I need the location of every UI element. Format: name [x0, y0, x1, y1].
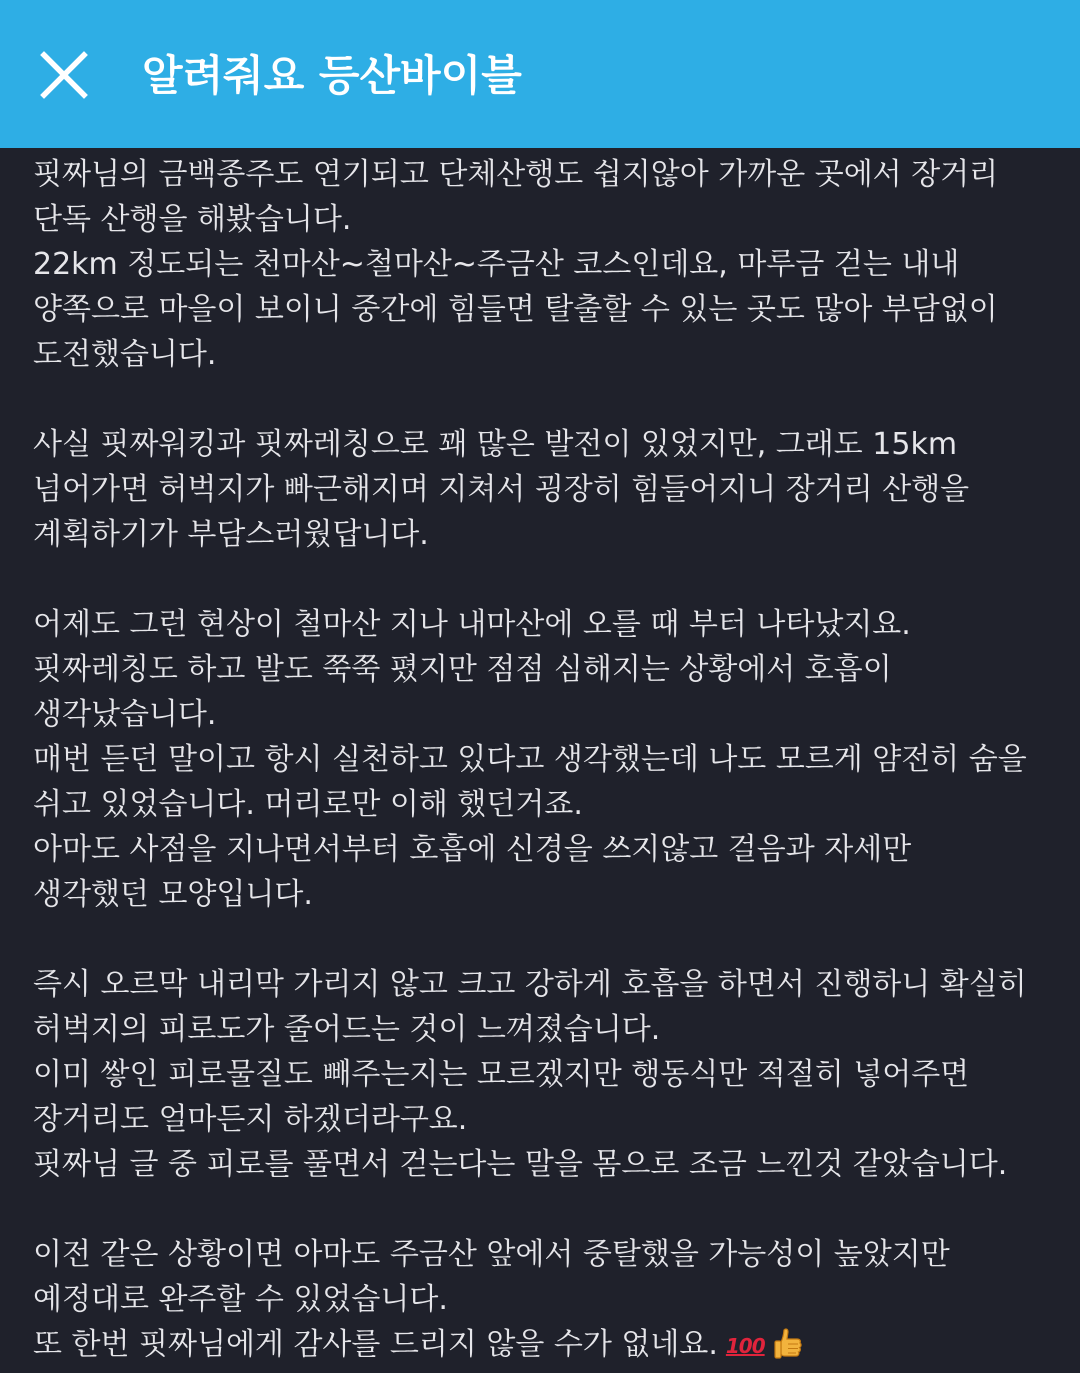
post-text-line: 사실 핏짜워킹과 핏짜레칭으로 꽤 많은 발전이 있었지만, 그래도 15km	[33, 427, 958, 462]
post-body	[33, 152, 1063, 1367]
post-text-line: 쉬고 있었습니다. 머리로만 이해 했던거죠.	[33, 787, 583, 822]
post-text-line: 넘어가면 허벅지가 빠근해지며 지쳐서 굉장히 힘들어지니 장거리 산행을	[33, 472, 970, 507]
paragraph-gap	[33, 917, 1063, 962]
post-text-line: 허벅지의 피로도가 줄어드는 것이 느껴졌습니다.	[33, 1012, 661, 1047]
post-text-line: 생각났습니다.	[33, 697, 217, 732]
post-text-line: 이전 같은 상황이면 아마도 주금산 앞에서 중탈했을 가능성이 높았지만	[33, 1237, 950, 1272]
post-text-line: 이미 쌓인 피로물질도 빼주는지는 모르겠지만 행동식만 적절히 넣어주면	[33, 1057, 970, 1092]
paragraph-gap	[33, 377, 1063, 422]
post-last-line	[33, 1322, 1063, 1367]
post-text-line: 핏짜레칭도 하고 발도 쭉쭉 폈지만 점점 심해지는 상황에서 호흡이	[33, 652, 892, 687]
app-bar	[0, 0, 1080, 148]
post-text	[33, 152, 1063, 1322]
hundred-points-icon: 100	[725, 1333, 765, 1358]
thumbs-up-icon	[773, 1327, 803, 1365]
post-text-line: 도전했습니다.	[33, 337, 217, 372]
post-text-line: 장거리도 얼마든지 하겠더라구요.	[33, 1102, 468, 1137]
post-text-line: 22km 정도되는 천마산~철마산~주금산 코스인데요, 마루금 걷는 내내	[33, 247, 960, 282]
post-text-line: 어제도 그런 현상이 철마산 지나 내마산에 오를 때 부터 나타났지요.	[33, 607, 911, 642]
post-text-line: 계획하기가 부담스러웠답니다.	[33, 517, 429, 552]
page-title: 알려줘요 등산바이블	[142, 51, 522, 100]
close-button[interactable]	[30, 38, 100, 108]
post-text-line: 아마도 사점을 지나면서부터 호흡에 신경을 쓰지않고 걸음과 자세만	[33, 832, 912, 867]
post-text-line: 즉시 오르막 내리막 가리지 않고 크고 강하게 호흡을 하면서 진행하니 확실히	[33, 967, 1027, 1002]
post-text-line: 예정대로 완주할 수 있었습니다.	[33, 1282, 448, 1317]
post-text-line: 핏짜님 글 중 피로를 풀면서 걷는다는 말을 몸으로 조금 느낀것 같았습니다.	[33, 1147, 1008, 1182]
paragraph-gap	[33, 1187, 1063, 1232]
close-icon	[30, 38, 100, 108]
paragraph-gap	[33, 557, 1063, 602]
post-text-line: 단독 산행을 해봤습니다.	[33, 202, 352, 237]
post-text-line: 핏짜님의 금백종주도 연기되고 단체산행도 쉽지않아 가까운 곳에서 장거리	[33, 157, 999, 192]
post-text-line: 양쪽으로 마을이 보이니 중간에 힘들면 탈출할 수 있는 곳도 많아 부담없이	[33, 292, 998, 327]
post-last-line-text: 또 한번 핏짜님에게 감사를 드리지 않을 수가 없네요.	[33, 1327, 718, 1362]
post-text-line: 생각했던 모양입니다.	[33, 877, 313, 912]
post-text-line: 매번 듣던 말이고 항시 실천하고 있다고 생각했는데 나도 모르게 얌전히 숨을	[33, 742, 1027, 777]
